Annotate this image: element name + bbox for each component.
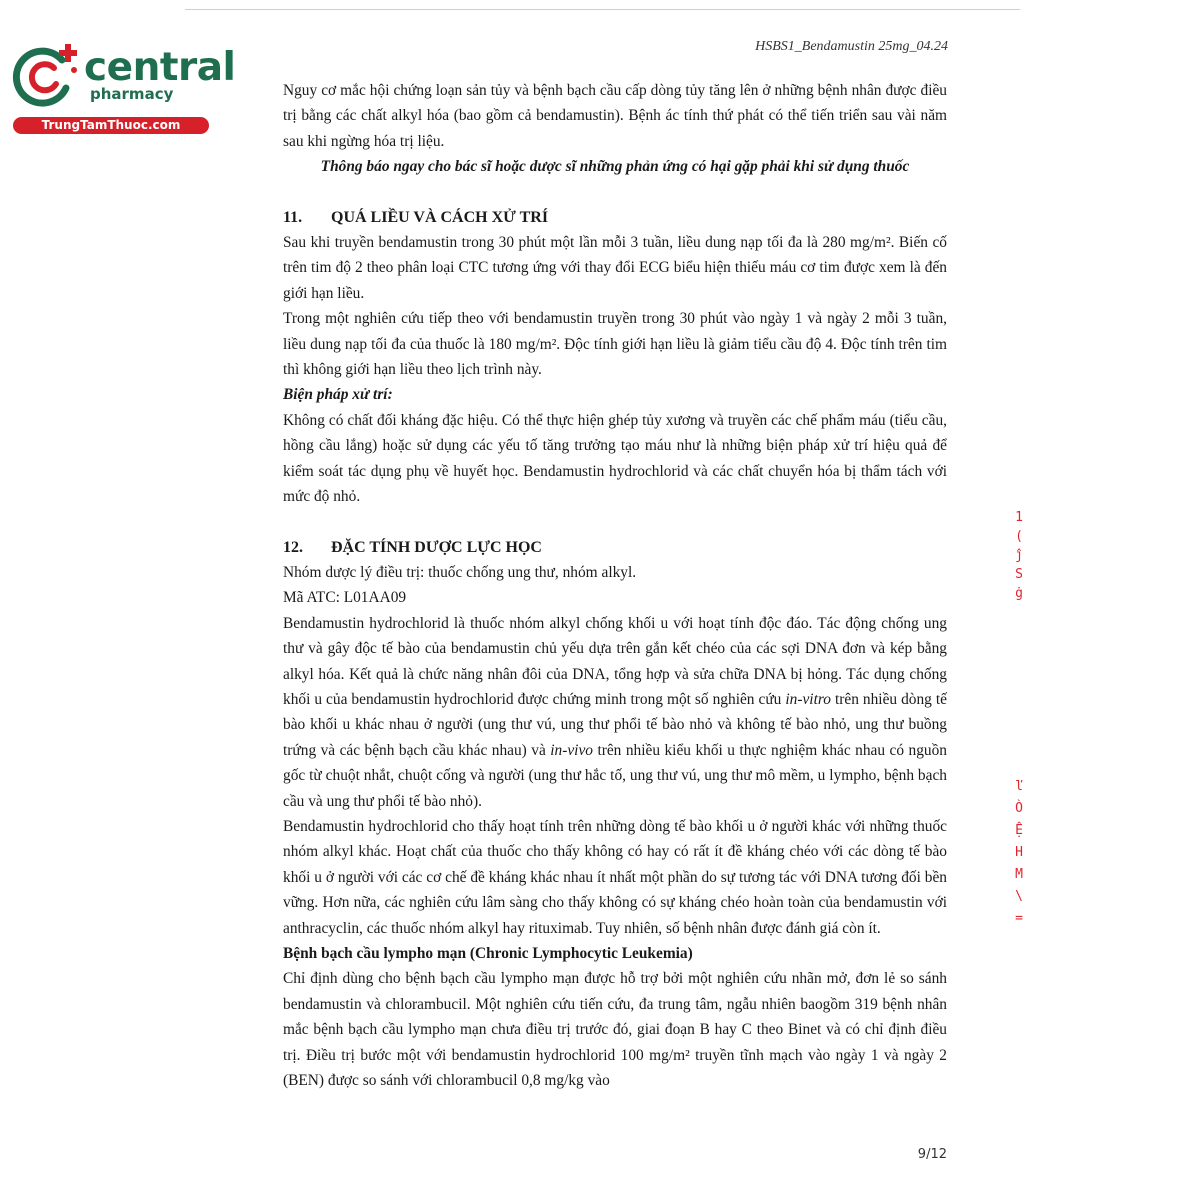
management-paragraph: Không có chất đối kháng đặc hiệu. Có thể thực hiện ghép tủy xương và truyền các chế phẩm máu (tiểu cầu, hồng cầu lắng) hoặc sử dụng các yếu tố tăng trưởng tạo máu như là những biện pháp xử trí hiệu quả để kiểm soát tác dụng phụ về huyết học. Bendamustin hydrochlorid và các chất chuyển hóa bị thẩm tách với mức độ nhỏ. [283, 411, 947, 506]
brand-subtitle: pharmacy [90, 85, 174, 103]
section-11-title: QUÁ LIỀU VÀ CÁCH XỬ TRÍ [331, 208, 549, 226]
overdose-paragraph-2: Trong một nghiên cứu tiếp theo với bendamustin truyền trong 30 phút vào ngày 1 và ngày 2 mỗi 3 tuần, liều dung nạp tối đa của thuốc là 180 mg/m². Độc tính giới hạn liều là giảm tiểu cầu độ 4. Độc tính trên tim thì không giới hạn liều theo lịch trình này. [283, 310, 947, 379]
management-subheading: Biện pháp xử trí: [283, 386, 393, 404]
section-11-heading [283, 205, 947, 230]
margin-stamp-upper: 1 ( ĵ S ġ [1015, 510, 1023, 601]
brand-website-link[interactable]: TrungTamThuoc.com [13, 117, 209, 134]
cll-paragraph: Chỉ định dùng cho bệnh bạch cầu lympho mạn được hỗ trợ bởi một nghiên cứu nhãn mở, đơn lẻ so sánh bendamustin và chlorambucil. Một nghiên cứu tiến cứu, đa trung tâm, ngẫu nhiên baogồm 319 bệnh nhân mắc bệnh bạch cầu lympho mạn chưa điều trị trước đó, giai đoạn B hay C theo Binet và có chỉ định điều trị. Điều trị bước một với bendamustin hydrochlorid 100 mg/m² truyền tĩnh mạch vào ngày 1 và ngày 2 (BEN) được so sánh với chlorambucil 0,8 mg/kg vào [283, 970, 947, 1090]
section-12-title: ĐẶC TÍNH DƯỢC LỰC HỌC [331, 538, 542, 556]
top-rule [185, 9, 1020, 10]
adverse-reaction-notice: Thông báo ngay cho bác sĩ hoặc dược sĩ những phản ứng có hại gặp phải khi sử dụng thuốc [320, 158, 910, 176]
section-11-number: 11. [283, 208, 303, 226]
intro-paragraph: Nguy cơ mắc hội chứng loạn sản tủy và bệnh bạch cầu cấp dòng tủy tăng lên ở những bệnh nhân được điều trị bằng các chất alkyl hóa (bao gồm cả bendamustin). Bệnh ác tính thứ phát có thể tiến triển sau vài năm sau khi ngừng hóa trị liệu. [283, 82, 947, 150]
atc-code: Mã ATC: L01AA09 [283, 589, 407, 607]
pharmacologic-group: Nhóm dược lý điều trị: thuốc chống ung thư, nhóm alkyl. [283, 563, 637, 581]
activity-paragraph: Bendamustin hydrochlorid cho thấy hoạt tính trên những dòng tế bào khối u ở người khác với những thuốc nhóm alkyl khác. Hoạt chất của thuốc cho thấy không có hay có rất ít đề kháng chéo với các dòng tế bào khối u ở người với các cơ chế đề kháng khác nhau ít nhất một phần do sự tương tác với DNA tương đối bền vững. Hơn nữa, các nghiên cứu lâm sàng cho thấy không có sự kháng chéo hoàn toàn của bendamustin với anthracyclin, các thuốc nhóm alkyl hay rituximab. Tuy nhiên, số bệnh nhân được đánh giá còn ít. [283, 817, 947, 937]
section-12-heading [283, 535, 947, 560]
overdose-paragraph-1: Sau khi truyền bendamustin trong 30 phút một lần mỗi 3 tuần, liều dung nạp tối đa là 280 mg/m². Biến cố trên tim độ 2 theo phân loại CTC tương ứng với thay đổi ECG biểu hiện thiếu máu cơ tim được xem là đến giới hạn liều. [283, 234, 947, 302]
document-body [283, 78, 947, 1093]
margin-stamp-lower: ľ Ò Ệ H M \ = [1015, 779, 1023, 926]
cll-subheading: Bệnh bạch cầu lympho mạn (Chronic Lymphocytic Leukemia) [283, 945, 693, 962]
brand-name: central [84, 45, 236, 90]
cross-swoosh-icon [10, 38, 90, 118]
mechanism-paragraph: Bendamustin hydrochlorid là thuốc nhóm alkyl chống khối u với hoạt tính độc đáo. Tác động chống ung thư và gây độc tế bào của bendamustin chủ yếu dựa trên gắn kết chéo của các sợi DNA đơn và kép bằng alkyl hóa. Kết quả là chức năng nhân đôi của DNA, tổng hợp và sửa chữa DNA bị hỏng. Tác dụng chống khối u của bendamustin hydrochlorid được chứng minh trong một số nghiên cứu in-vitro trên nhiều dòng tế bào khối u khác nhau ở người (ung thư vú, ung thư phổi tế bào nhỏ và không tế bào nhỏ, ung thư buồng trứng và các bệnh bạch cầu khác nhau) và in-vivo trên nhiều kiểu khối u thực nghiệm khác nhau có nguồn gốc từ chuột nhắt, chuột cống và người (ung thư hắc tố, ung thư vú, ung thư mô mềm, u lympho, bệnh bạch cầu và ung thư phổi tế bào nhỏ). [283, 614, 948, 810]
document-reference: HSBS1_Bendamustin 25mg_04.24 [755, 39, 948, 54]
section-12-number: 12. [283, 538, 303, 556]
page-number: 9/12 [917, 1147, 947, 1162]
